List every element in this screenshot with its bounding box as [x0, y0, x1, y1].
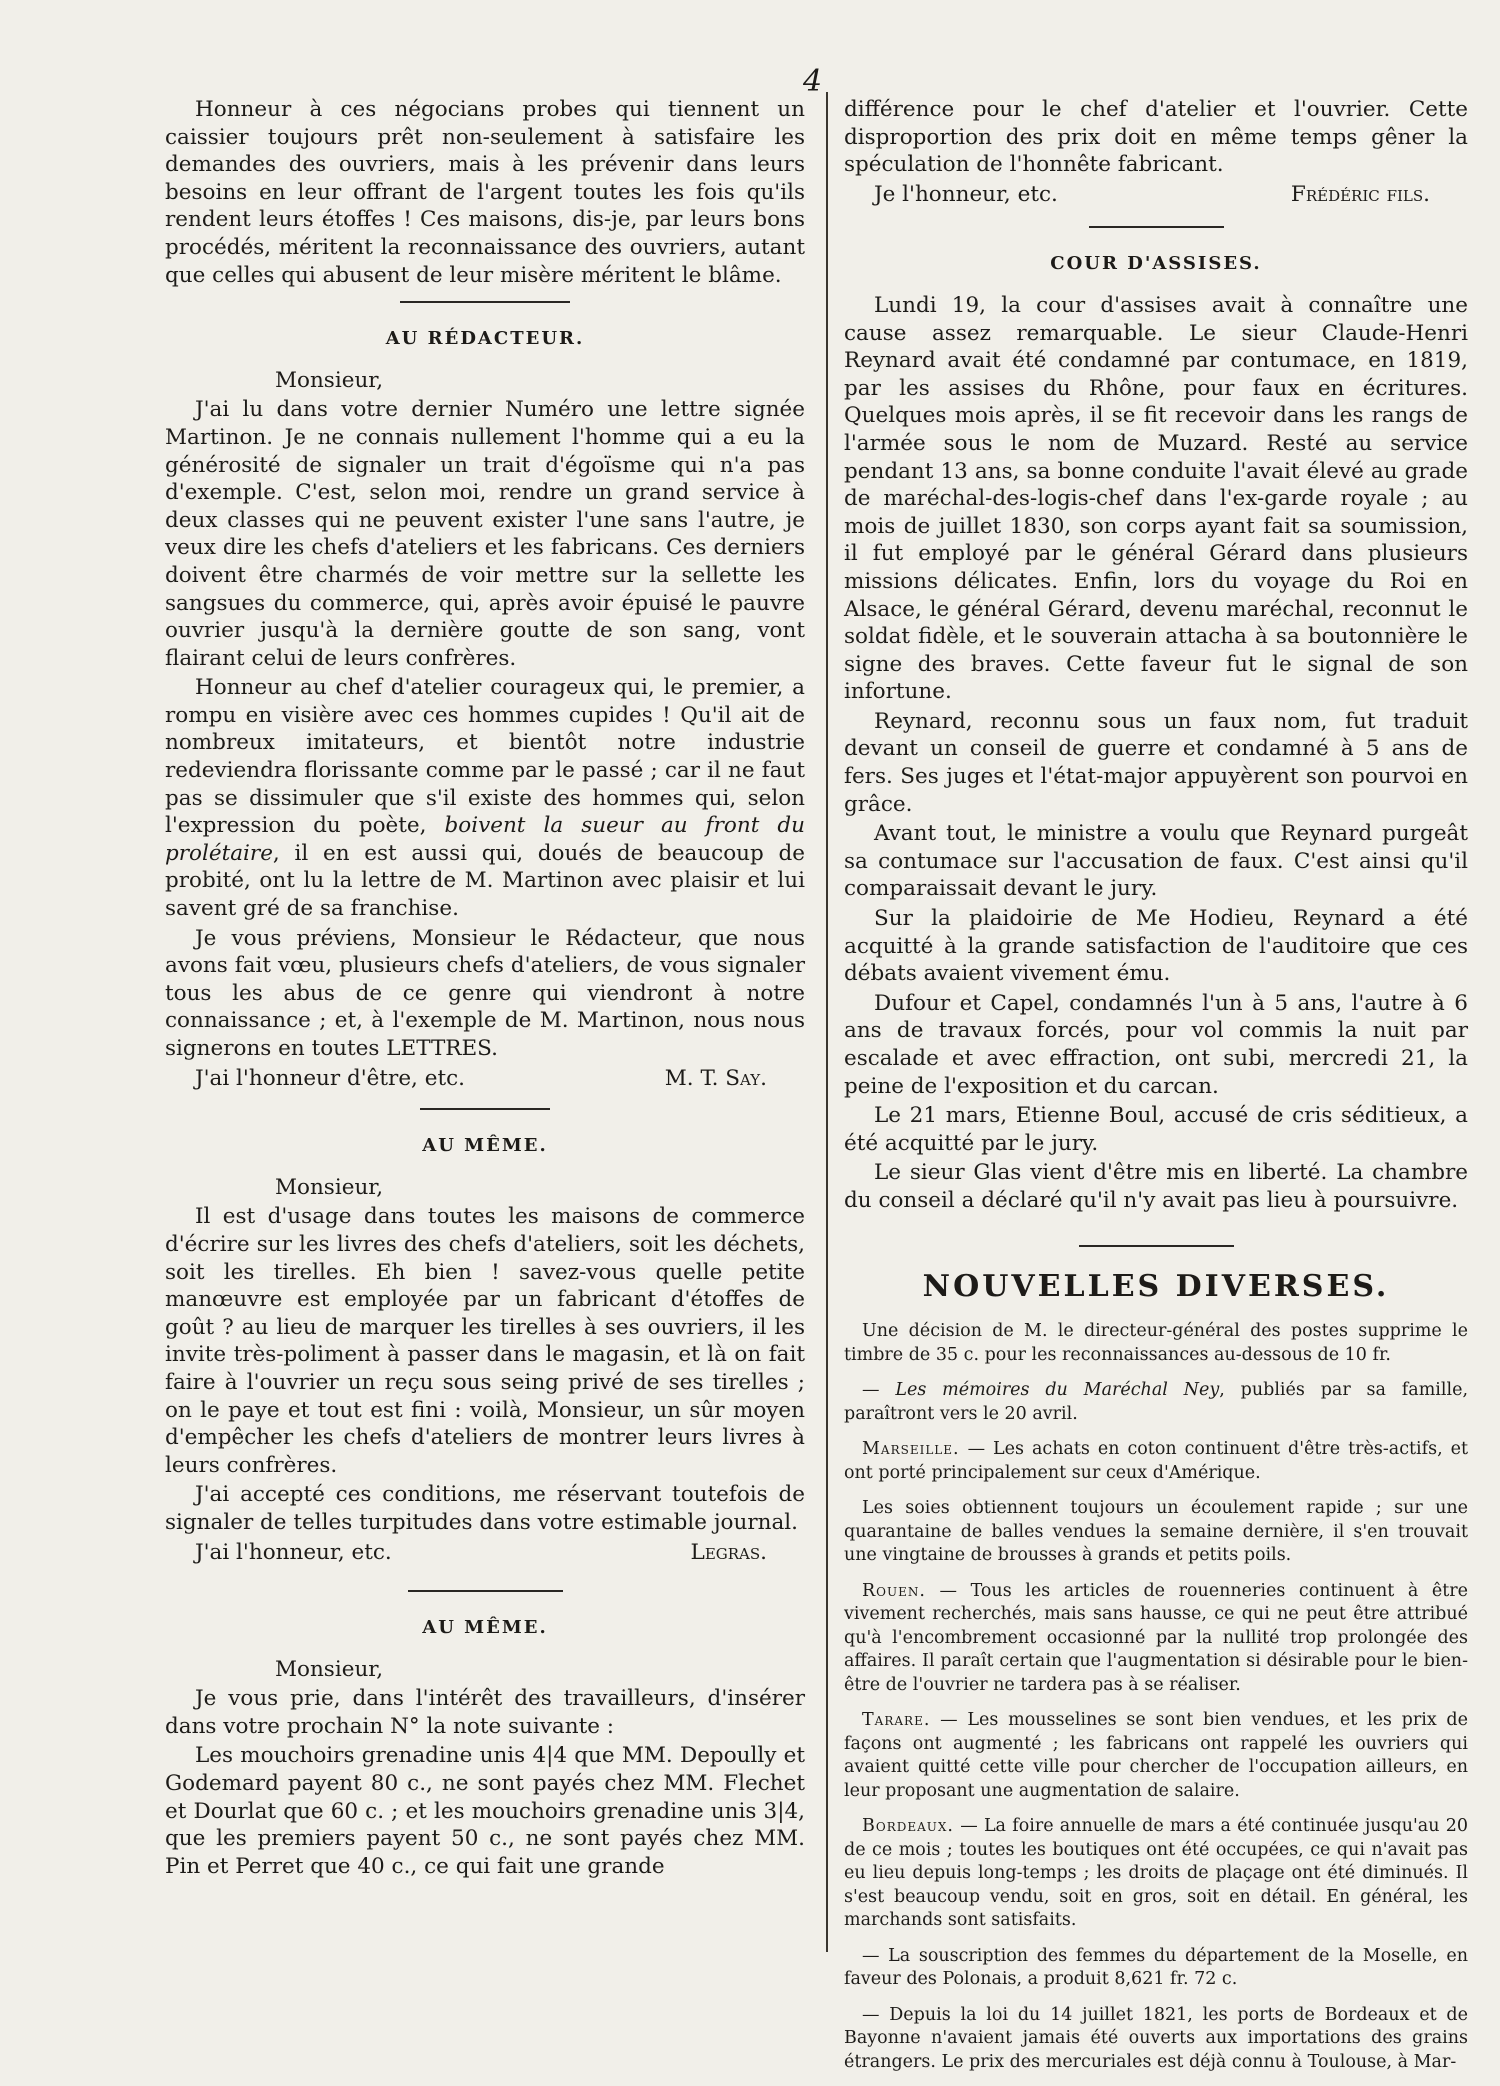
- court-paragraph: Sur la plaidoirie de Me Hodieu, Reynard a été acquitté à la grande satisfaction de l'auditoire que ces débats avaient vivement ému.: [844, 906, 1468, 987]
- news-item: Une décision de M. le directeur-général des postes supprime le timbre de 35 c. pour les reconnaissances au-dessous de 10 fr.: [844, 1321, 1468, 1365]
- court-paragraph: Le sieur Glas vient d'être mis en liberté. La chambre du conseil a déclaré qu'il n'y avait pas lieu à poursuivre.: [844, 1160, 1468, 1213]
- letter1-paragraph: [165, 674, 805, 922]
- letter2-paragraph: J'ai accepté ces conditions, me réservant toutefois de signaler de telles turpitudes dans votre estimable journal.: [165, 1482, 805, 1535]
- section-rule: [1089, 226, 1224, 228]
- text-run: Honneur au chef d'atelier courageux qui, le premier, a rompu en visière avec ces hommes cupides ! Qu'il ait de nombreux imitateurs, et bientôt notre industrie redeviendra florissante comme par le passé ; car il ne faut pas se dissimuler que s'il existe des hommes qui, selon l'expression du poète,: [165, 675, 805, 839]
- place-name: Rouen.: [862, 1580, 926, 1601]
- intro-paragraph: Honneur à ces négocians probes qui tiennent un caissier toujours prêt non-seulement à satisfaire les demandes des ouvriers, mais à les prévenir dans leurs besoins en leur offrant de l'argent toutes les fois qu'ils rendent leurs étoffes ! Ces maisons, dis-je, par leurs bons procédés, méritent la reconnaissance des ouvriers, autant que celles qui abusent de leur misère méritent le blâme.: [165, 97, 805, 288]
- closing: J'ai l'honneur d'être, etc.: [195, 1065, 465, 1091]
- closing: Je l'honneur, etc.: [874, 181, 1058, 207]
- letter3-paragraph: Les mouchoirs grenadine unis 4|4 que MM. Depoully et Godemard payent 80 c., ne sont payés chez MM. Flechet et Dourlat que 60 c. ; et les mouchoirs grenadine unis 3|4, que les premiers payent 50 c., ne sont payés chez MM. Pin et Perret que 40 c., ce qui fait une grande: [165, 1743, 805, 1879]
- heading-au-meme: AU MÊME.: [422, 1617, 548, 1639]
- news-items: [844, 1320, 1468, 2074]
- signature: Legras.: [690, 1539, 767, 1565]
- text-run: , publiés par sa famille, paraîtront vers le 20 avril.: [844, 1380, 1469, 1424]
- signature: M. T. Say.: [664, 1065, 767, 1091]
- heading-au-meme: AU MÊME.: [422, 1135, 548, 1157]
- heading-au-redacteur: AU RÉDACTEUR.: [385, 328, 585, 350]
- right-column: [844, 96, 1468, 2086]
- court-paragraph: Le 21 mars, Etienne Boul, accusé de cris séditieux, a été acquitté par le jury.: [844, 1103, 1468, 1156]
- news-item: [844, 1709, 1468, 1803]
- text-run: — Tous les articles de rouenneries continuent à être vivement recherchés, mais sans hausse, ce qui ne peut être attribué qu'à l'encombrement occasionné par la nullité trop prolongée des affaires. Il paraît certain que l'augmentation si désirable pour le bien-être de l'ouvrier ne tardera pas à se réaliser.: [844, 1580, 1468, 1695]
- quote-text: boivent la sueur au front du prolétaire: [165, 813, 805, 866]
- news-item: [844, 1438, 1468, 1485]
- salutation: Monsieur,: [275, 367, 384, 393]
- book-title: — Les mémoires du Maréchal Ney: [862, 1380, 1220, 1401]
- court-paragraph: Lundi 19, la cour d'assises avait à connaître une cause assez remarquable. Le sieur Claude-Henri Reynard avait été condamné par contumace, en 1819, par les assises du Rhône, pour faux en écritures. Quelques mois après, il se fit recevoir dans les rangs de l'armée sous le nom de Muzard. Resté au service pendant 13 ans, sa bonne conduite l'avait élevé au grade de maréchal-des-logis-chef dans l'ex-garde royale ; au mois de juillet 1830, son corps ayant fait sa soumission, il fut employé par le général Gérard dans plusieurs missions délicates. Enfin, lors du voyage du Roi en Alsace, le général Gérard, devenu maréchal, reconnut le soldat fidèle, et le souverain attacha à sa boutonnière le signe des braves. Cette faveur fut le signal de son infortune.: [844, 292, 1468, 705]
- signature-line: [844, 181, 1468, 209]
- signature-line: [165, 1539, 805, 1567]
- court-paragraph: Reynard, reconnu sous un faux nom, fut traduit devant un conseil de guerre et condamné à 5 ans de fers. Ses juges et l'état-major appuyèrent son pourvoi en grâce.: [844, 708, 1468, 817]
- news-item: — La souscription des femmes du département de la Moselle, en faveur des Polonais, a produit 8,621 fr. 72 c.: [844, 1945, 1468, 1990]
- section-rule: [408, 1590, 563, 1592]
- news-item: [844, 1379, 1468, 1426]
- section-rule: [400, 301, 570, 303]
- continued-paragraph: différence pour le chef d'atelier et l'ouvrier. Cette disproportion des prix doit en même temps gêner la spéculation de l'honnête fabricant.: [844, 97, 1468, 178]
- text-run: — Les mousselines se sont bien vendues, et les prix de façons ont augmenté ; les fabricans ont rappelé les ouvriers qui avaient quitté cette ville pour chercher de l'occupation ailleurs, en leur proposant une augmentation de salaire.: [844, 1710, 1468, 1801]
- letter3-paragraph: Je vous prie, dans l'intérêt des travailleurs, d'insérer dans votre prochain N° la note suivante :: [165, 1686, 805, 1739]
- heading-cour-assises: COUR D'ASSISES.: [1050, 253, 1262, 275]
- place-name: Bordeaux.: [862, 1816, 954, 1837]
- signature: Frédéric fils.: [1290, 181, 1430, 207]
- signature-line: [165, 1065, 805, 1093]
- section-rule: [420, 1108, 550, 1110]
- text-run: , il en est aussi qui, doués de beaucoup de probité, ont lu la lettre de M. Martinon avec plaisir et lui savent gré de sa franchise.: [165, 840, 805, 922]
- news-item: — Depuis la loi du 14 juillet 1821, les ports de Bordeaux et de Bayonne n'avaient jamais été ouverts aux importations des grains étrangers. Le prix des mercuriales est déjà connu à Toulouse, à Mar-: [844, 2004, 1468, 2072]
- letter1-paragraph: J'ai lu dans votre dernier Numéro une lettre signée Martinon. Je ne connais nullement l'homme qui a eu la générosité de signaler un trait d'égoïsme qui n'a pas d'exemple. C'est, selon moi, rendre un grand service à deux classes qui ne peuvent exister l'une sans l'autre, je veux dire les chefs d'ateliers et les fabricans. Ces derniers doivent être charmés de voir mettre sur la sellette les sangsues du commerce, qui, après avoir épuisé le pauvre ouvrier jusqu'à la dernière goutte de son sang, vont flairant celui de leurs confrères.: [165, 397, 805, 671]
- salutation: Monsieur,: [275, 1656, 384, 1682]
- place-name: Tarare.: [862, 1710, 931, 1731]
- place-name: Marseille.: [862, 1439, 960, 1460]
- news-item: [844, 1815, 1468, 1933]
- column-divider: [826, 92, 828, 1952]
- page-number: 4: [803, 64, 823, 99]
- salutation: Monsieur,: [275, 1174, 384, 1200]
- court-paragraph: Dufour et Capel, condamnés l'un à 5 ans, l'autre à 6 ans de travaux forcés, pour vol commis la nuit par escalade et avec effraction, ont subi, mercredi 21, la peine de l'exposition et du carcan.: [844, 990, 1468, 1099]
- text-run: — La foire annuelle de mars a été continuée jusqu'au 20 de ce mois ; toutes les boutiques ont été occupées, ce qui n'avait pas eu lieu depuis long-temps ; les droits de plaçage ont été diminués. Il s'est beaucoup vendu, soit en gros, soit en détail. En général, les marchands sont satisfaits.: [844, 1816, 1468, 1931]
- letter1-paragraph: Je vous préviens, Monsieur le Rédacteur, que nous avons fait vœu, plusieurs chefs d'ateliers, de vous signaler tous les abus de ce genre qui viendront à notre connaissance ; et, à l'exemple de M. Martinon, nous nous signerons en toutes LETTRES.: [165, 925, 805, 1061]
- court-paragraph: Avant tout, le ministre a voulu que Reynard purgeât sa contumace sur l'accusation de faux. C'est ainsi qu'il comparaissait devant le jury.: [844, 821, 1468, 902]
- closing: J'ai l'honneur, etc.: [195, 1539, 392, 1565]
- left-column: [165, 96, 805, 1882]
- section-rule: [1079, 1245, 1234, 1247]
- heading-nouvelles-diverses: NOUVELLES DIVERSES.: [922, 1268, 1390, 1304]
- letter2-paragraph: Il est d'usage dans toutes les maisons de commerce d'écrire sur les livres des chefs d'ateliers, soit les déchets, soit les tirelles. Eh bien ! savez-vous quelle petite manœuvre est employée par un fabricant d'étoffes de goût ? au lieu de marquer les tirelles à ses ouvriers, il les invite très-poliment à passer dans le magasin, et là on fait faire à l'ouvrier un reçu sous seing privé de ses tirelles ; on le paye et tout est fini : voilà, Monsieur, un sûr moyen d'empêcher les chefs d'ateliers de montrer leurs livres à leurs confrères.: [165, 1204, 805, 1478]
- text-run: — Les achats en coton continuent d'être très-actifs, et ont porté principalement sur ceux d'Amérique.: [844, 1439, 1468, 1483]
- news-item: Les soies obtiennent toujours un écoulement rapide ; sur une quarantaine de balles vendues la semaine dernière, il s'en trouvait une vingtaine de brousses à grands et petits poils.: [844, 1498, 1468, 1566]
- news-item: [844, 1580, 1468, 1698]
